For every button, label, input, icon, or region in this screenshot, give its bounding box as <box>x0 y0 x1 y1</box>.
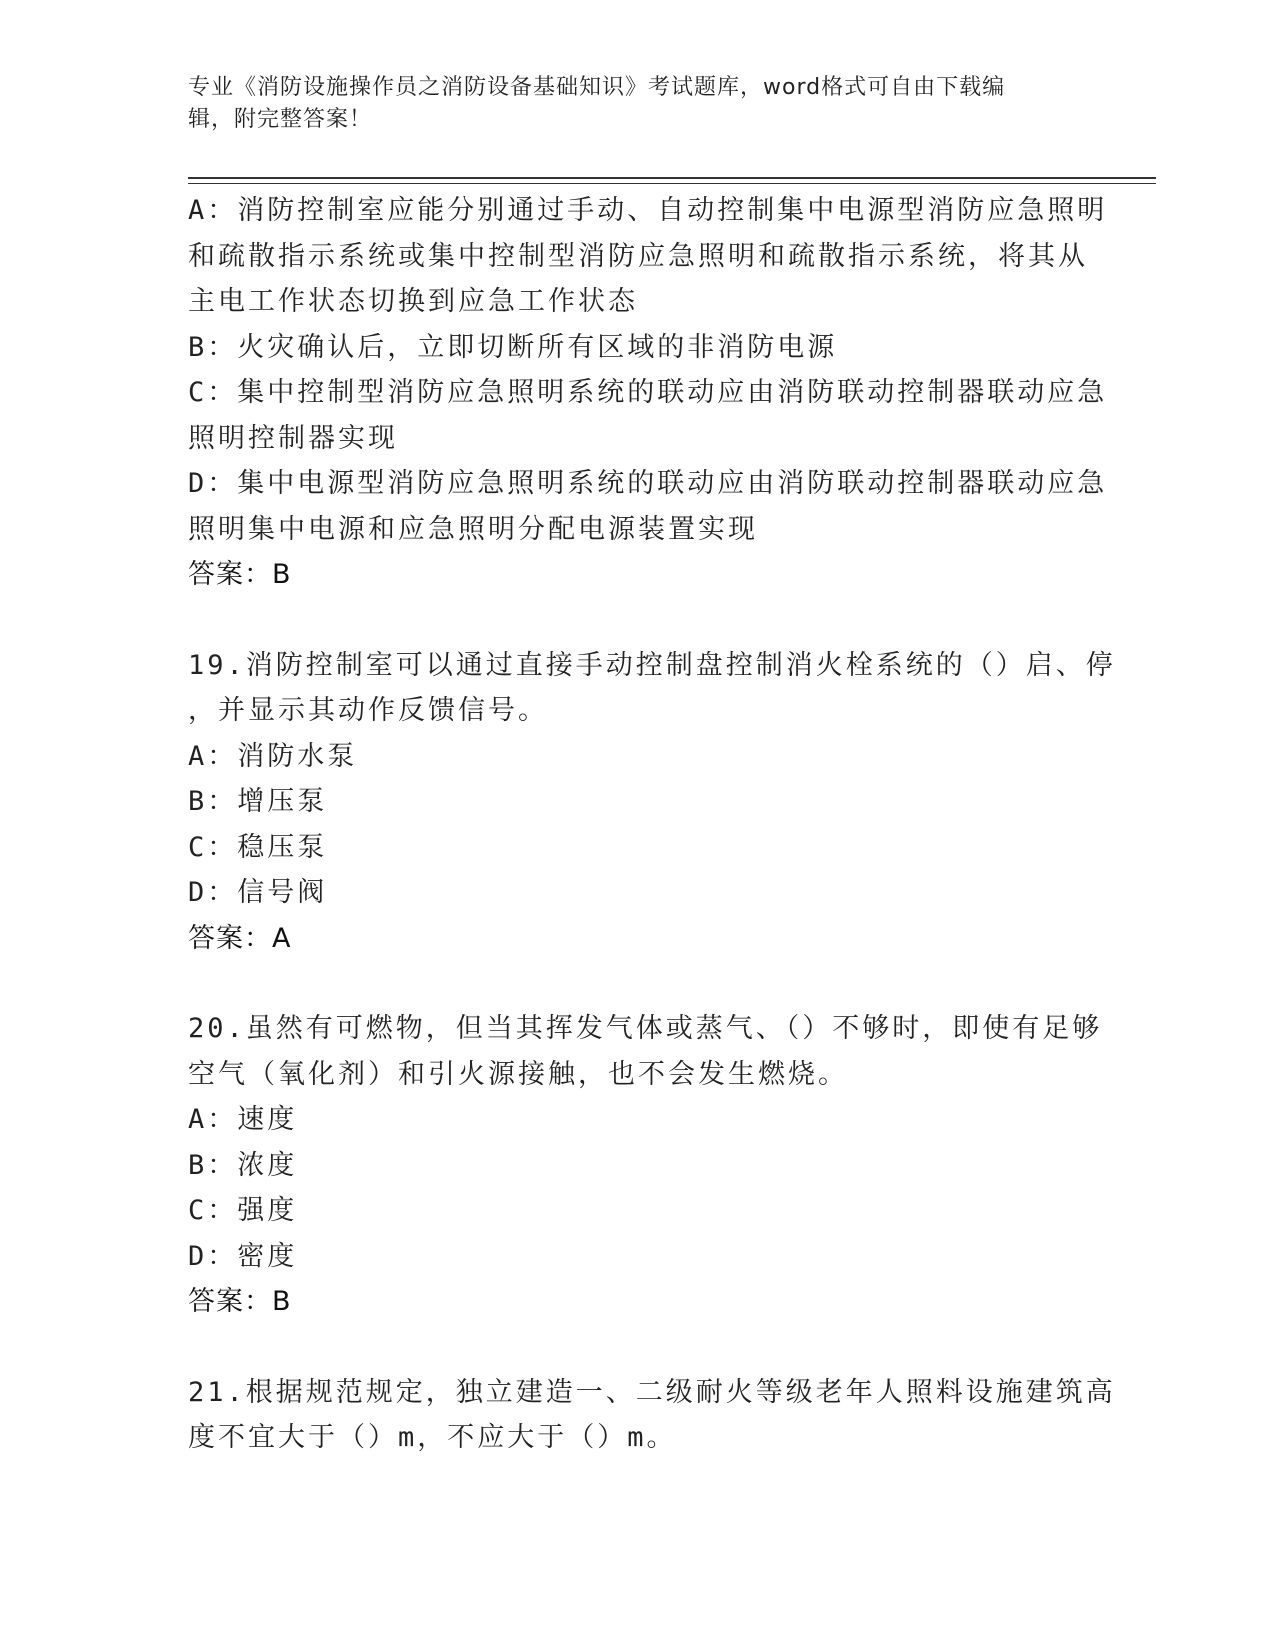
option-a: A：消防水泵 <box>188 740 358 772</box>
option-c-line: 照明控制器实现 <box>188 422 398 454</box>
option-b: B：浓度 <box>188 1149 298 1181</box>
option-a-line: 和疏散指示系统或集中控制型消防应急照明和疏散指示系统，将其从 <box>188 240 1088 272</box>
option-c: C：稳压泵 <box>188 831 328 863</box>
question-21 <box>188 1370 1116 1461</box>
option-a-line: 主电工作状态切换到应急工作状态 <box>188 286 638 317</box>
option-d: D：密度 <box>188 1240 298 1272</box>
question-spacer <box>188 598 1078 643</box>
option-b <box>188 325 1078 371</box>
option-c <box>188 370 1108 461</box>
question-18 <box>188 188 1108 598</box>
header-divider-thin <box>188 183 1156 184</box>
answer-line: 答案：A <box>188 922 292 954</box>
question-stem-line: 21.根据规范规定，独立建造一、二级耐火等级老年人照料设施建筑高 <box>188 1376 1116 1408</box>
question-stem-line: 19.消防控制室可以通过直接手动控制盘控制消火栓系统的（）启、停 <box>188 649 1116 681</box>
option-c-line: C：集中控制型消防应急照明系统的联动应由消防联动控制器联动应急 <box>188 377 1108 408</box>
question-spacer <box>188 961 1078 1006</box>
question-stem-line: 度不宜大于（）m，不应大于（）m。 <box>188 1422 677 1453</box>
option-d <box>188 461 1108 552</box>
option-b-line: B：火灾确认后，立即切断所有区域的非消防电源 <box>188 331 838 363</box>
header-line-1: 专业《消防设施操作员之消防设备基础知识》考试题库，word格式可自由下载编 <box>188 75 1006 100</box>
header-divider-thick <box>188 177 1156 179</box>
document-header <box>188 72 1068 136</box>
option-d-line: D：集中电源型消防应急照明系统的联动应由消防联动控制器联动应急 <box>188 468 1108 499</box>
option-a <box>188 188 1108 325</box>
question-stem-line: ，并显示其动作反馈信号。 <box>188 695 548 726</box>
question-content <box>188 188 1116 1461</box>
option-c: C：强度 <box>188 1195 298 1226</box>
option-a-line: A：消防控制室应能分别通过手动、自动控制集中电源型消防应急照明 <box>188 195 1108 226</box>
question-stem-line: 空气（氧化剂）和引火源接触，也不会发生燃烧。 <box>188 1058 848 1090</box>
option-b: B：增压泵 <box>188 786 328 817</box>
answer-line: 答案：B <box>188 559 292 590</box>
header-line-2: 辑，附完整答案！ <box>188 107 373 132</box>
question-spacer <box>188 1325 1078 1370</box>
question-19 <box>188 643 1116 962</box>
option-a: A：速度 <box>188 1104 298 1135</box>
question-stem-line: 20.虽然有可燃物，但当其挥发气体或蒸气、（）不够时，即使有足够 <box>188 1013 1103 1044</box>
option-d-line: 照明集中电源和应急照明分配电源装置实现 <box>188 513 758 545</box>
option-d: D：信号阀 <box>188 877 328 908</box>
answer-line: 答案：B <box>188 1286 292 1317</box>
question-20 <box>188 1006 1103 1325</box>
